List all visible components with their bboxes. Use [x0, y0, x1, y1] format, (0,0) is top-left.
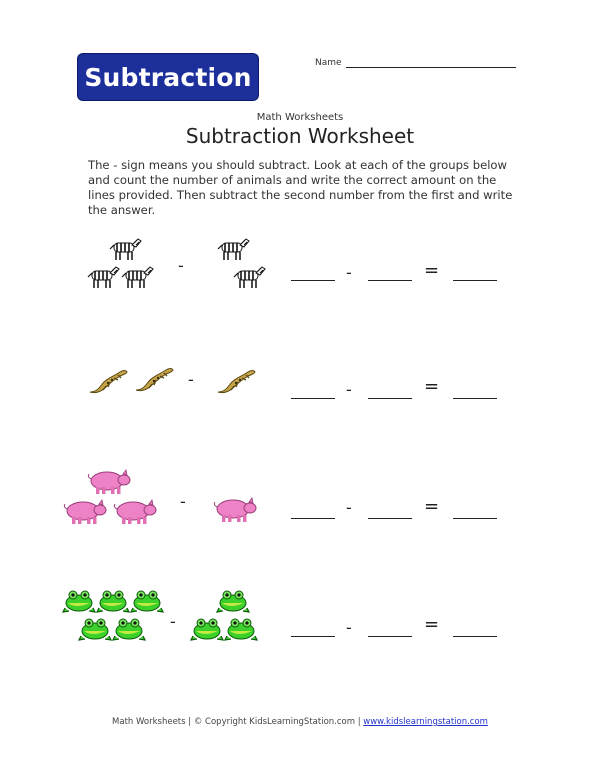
first-group-2 — [86, 364, 178, 400]
answer-blank — [368, 280, 412, 281]
name-field — [315, 57, 516, 68]
subtraction-badge — [78, 54, 258, 100]
minus-sign-2: - — [188, 370, 194, 389]
first-group-1 — [86, 236, 166, 296]
equals-sign: = — [424, 496, 440, 517]
minus-sign-1: - — [178, 256, 184, 275]
instructions: The - sign means you should subtract. Look at each of the groups below and count the number of animals and write the correct amount on the lines provided. Then subtract the second number from the first and write the answer. — [88, 158, 513, 217]
answer-blank — [291, 518, 335, 519]
answer-blank — [453, 280, 497, 281]
zebra-icon — [108, 236, 142, 266]
frog-icon — [112, 616, 146, 646]
second-group-1 — [212, 236, 272, 296]
second-group-4 — [190, 588, 260, 646]
minus-sign: - — [346, 498, 352, 517]
answer-blank — [291, 280, 335, 281]
first-group-4 — [62, 588, 164, 646]
frog-icon — [78, 616, 112, 646]
badge-title: Subtraction — [84, 62, 252, 92]
subtitle: Math Worksheets — [256, 112, 344, 123]
equals-sign: = — [424, 614, 440, 635]
zebra-icon — [120, 264, 154, 294]
frog-icon — [96, 588, 130, 618]
zebra-icon — [232, 264, 266, 294]
frog-icon — [130, 588, 164, 618]
frog-icon — [190, 616, 224, 646]
answer-blank — [368, 636, 412, 637]
second-group-2 — [214, 364, 260, 400]
answer-blank — [291, 398, 335, 399]
footer-text: Math Worksheets | © Copyright KidsLearningStation.com | — [112, 717, 364, 727]
pig-icon — [112, 498, 158, 530]
zebra-icon — [86, 264, 120, 294]
footer-link[interactable]: www.kidslearningstation.com — [363, 717, 488, 727]
answer-blank — [453, 636, 497, 637]
minus-sign: - — [346, 263, 352, 282]
answer-blank — [453, 398, 497, 399]
equals-sign: = — [424, 260, 440, 281]
answer-blank — [291, 636, 335, 637]
pig-icon — [212, 496, 258, 528]
minus-sign-3: - — [180, 492, 186, 511]
answer-blank — [368, 518, 412, 519]
zebra-icon — [216, 236, 250, 266]
equals-sign: = — [424, 376, 440, 397]
frog-icon — [62, 588, 96, 618]
name-label: Name — [315, 58, 342, 68]
frog-icon — [216, 588, 250, 618]
lizard-icon — [132, 364, 176, 398]
answer-blank — [368, 398, 412, 399]
minus-sign: - — [346, 618, 352, 637]
lizard-icon — [86, 366, 130, 400]
answer-blank — [453, 518, 497, 519]
minus-sign: - — [346, 380, 352, 399]
frog-icon — [224, 616, 258, 646]
pig-icon — [86, 468, 132, 500]
pig-icon — [62, 498, 108, 530]
minus-sign-4: - — [170, 612, 176, 631]
footer — [0, 717, 600, 727]
lizard-icon — [214, 366, 258, 400]
page-title: Subtraction Worksheet — [185, 124, 415, 148]
name-line — [346, 57, 516, 68]
second-group-3 — [212, 496, 262, 524]
first-group-3 — [62, 468, 162, 528]
